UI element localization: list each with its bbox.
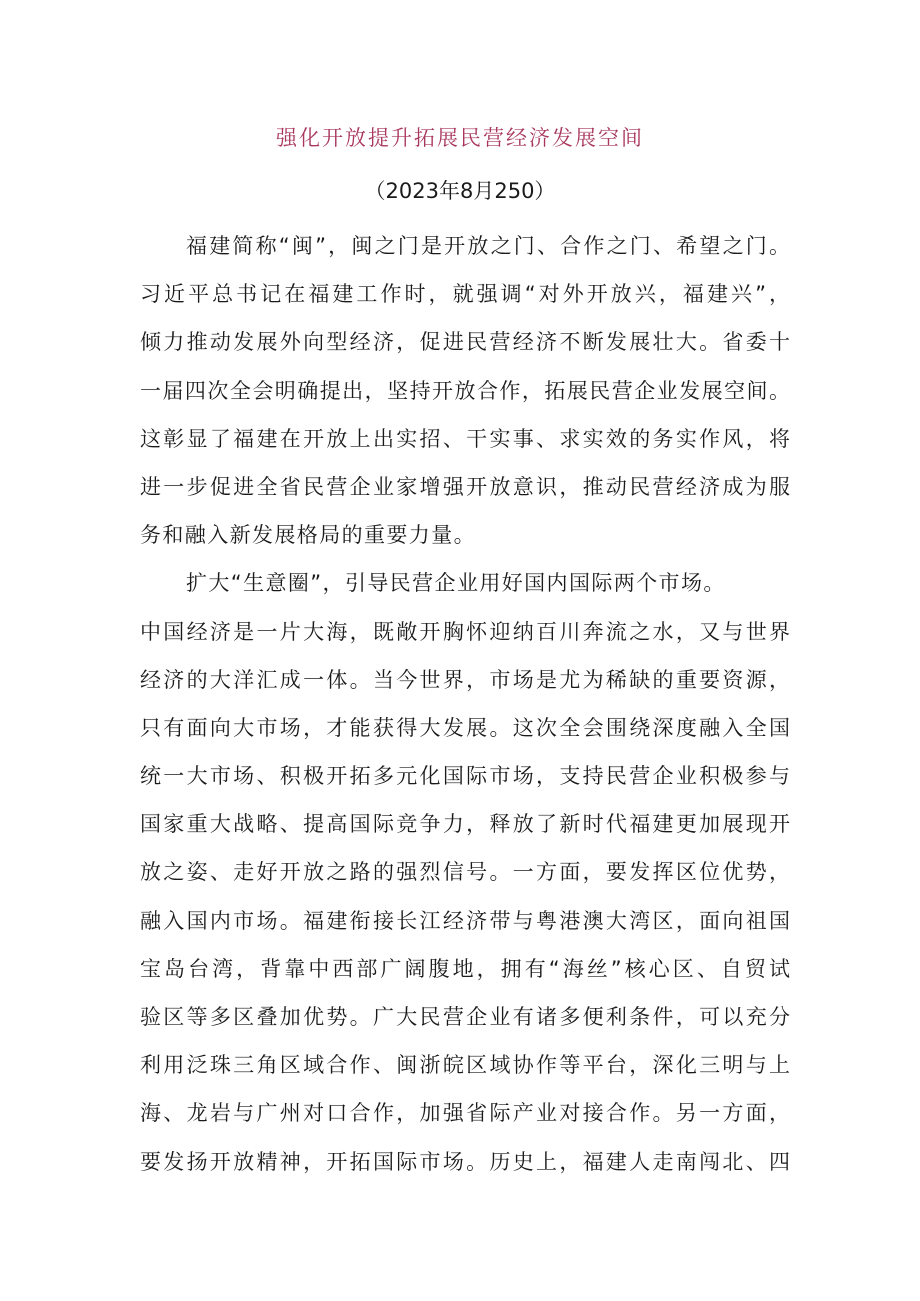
subheading-line: 扩大“生意圈”，引导民营企业用好国内国际两个市场。	[186, 571, 726, 596]
paragraph-line: 放之姿、走好开放之路的强烈信号。一方面，要发挥区位优势，	[140, 860, 790, 885]
document-title: 强化开放提升拓展民营经济发展空间	[276, 126, 644, 150]
paragraph-line: 宝岛台湾，背靠中西部广阔腹地，拥有“海丝”核心区、自贸试	[140, 956, 790, 981]
paragraph-line: 进一步促进全省民营企业家增强开放意识，推动民营经济成为服	[140, 474, 790, 499]
paragraph-line: 经济的大洋汇成一体。当今世界，市场是尤为稀缺的重要资源，	[140, 667, 790, 692]
paragraph-line: 融入国内市场。福建衔接长江经济带与粤港澳大湾区，面向祖国	[140, 908, 790, 933]
paragraph-line: 这彰显了福建在开放上出实招、干实事、求实效的务实作风，将	[140, 426, 790, 451]
paragraph-line: 利用泛珠三角区域合作、闽浙皖区域协作等平台，深化三明与上	[140, 1053, 790, 1078]
paragraph-line: 验区等多区叠加优势。广大民营企业有诸多便利条件，可以充分	[140, 1005, 790, 1029]
paragraph-line: 务和融入新发展格局的重要力量。	[140, 523, 476, 548]
paragraph-line: 一届四次全会明确提出，坚持开放合作，拓展民营企业发展空间。	[140, 378, 790, 403]
paragraph-line: 海、龙岩与广州对口合作，加强省际产业对接合作。另一方面，	[140, 1101, 790, 1126]
paragraph-line: 统一大市场、积极开拓多元化国际市场，支持民营企业积极参与	[140, 764, 790, 789]
document-date: （2023年8月250）	[364, 179, 556, 203]
paragraph-line: 中国经济是一片大海，既敞开胸怀迎纳百川奔流之水，又与世界	[140, 619, 790, 644]
paragraph-line: 要发扬开放精神，开拓国际市场。历史上，福建人走南闯北、四	[140, 1149, 790, 1174]
paragraph-line: 习近平总书记在福建工作时，就强调“对外开放兴，福建兴”，	[140, 282, 790, 307]
document-body	[140, 222, 790, 1186]
paragraph-line: 只有面向大市场，才能获得大发展。这次全会围绕深度融入全国	[140, 715, 790, 740]
paragraph-line: 福建简称“闽”，闽之门是开放之门、合作之门、希望之门。	[186, 234, 790, 258]
paragraph-line: 国家重大战略、提高国际竞争力，释放了新时代福建更加展现开	[140, 812, 790, 837]
paragraph-line: 倾力推动发展外向型经济，促进民营经济不断发展壮大。省委十	[140, 330, 790, 355]
